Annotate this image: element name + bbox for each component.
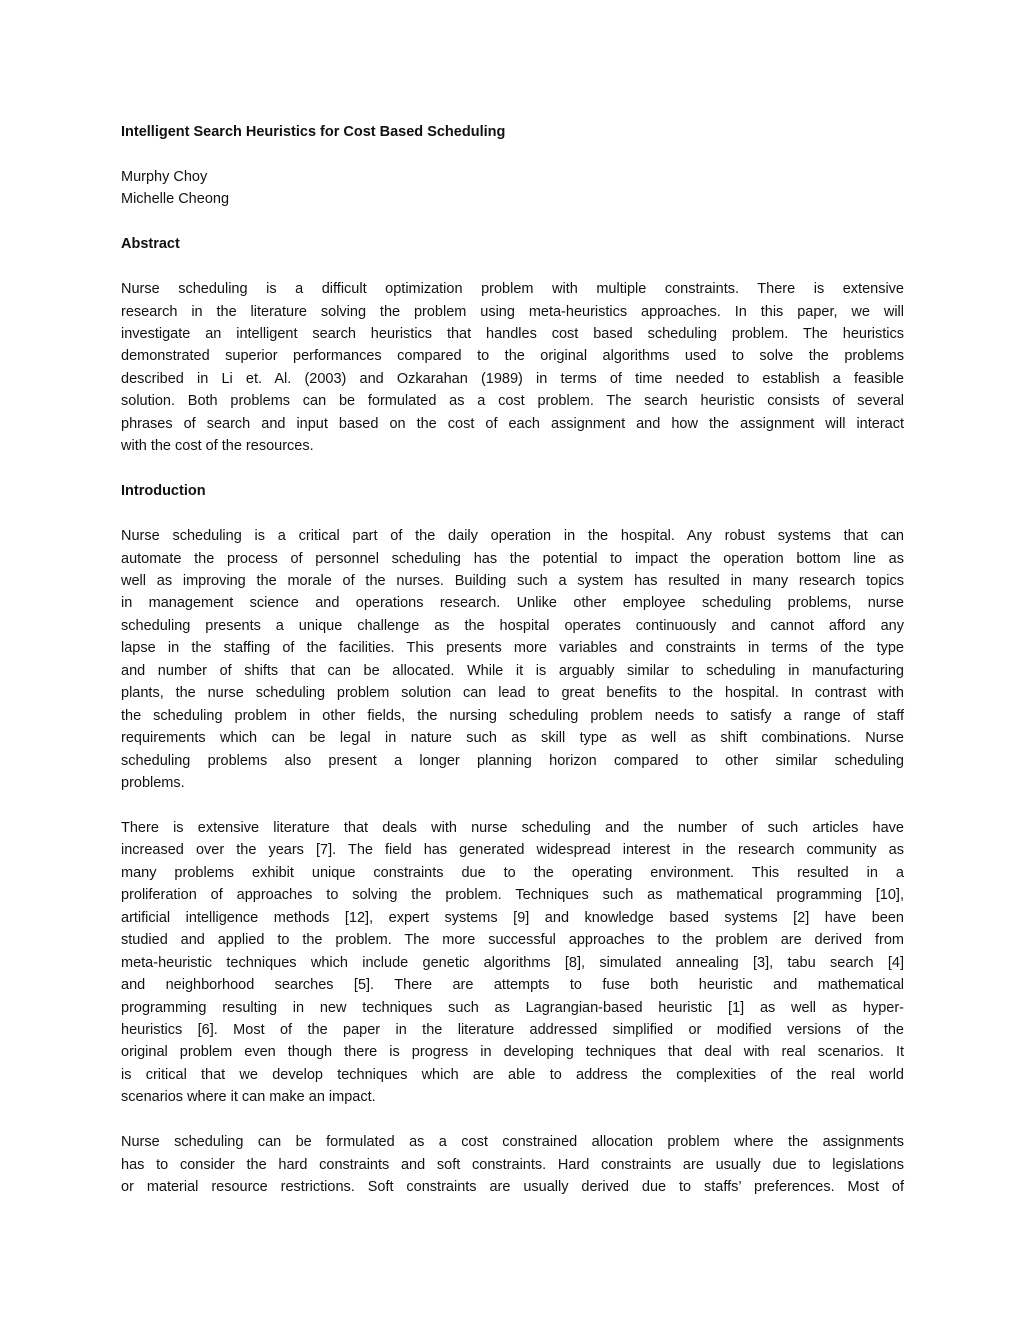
text-line: research in the literature solving the problem using meta-heuristics approaches. In this paper, we will [121,303,904,320]
text-line: Nurse scheduling is a difficult optimization problem with multiple constraints. There is extensive [121,281,904,298]
text-line: studied and applied to the problem. The more successful approaches to the problem are derived from [121,932,904,949]
text-line: artificial intelligence methods [12], expert systems [9] and knowledge based systems [2] have been [121,909,904,926]
text-line: problems. [121,775,185,792]
text-line: original problem even though there is progress in developing techniques that deal with real scenarios. It [121,1044,904,1061]
text-line: Nurse scheduling is a critical part of the daily operation in the hospital. Any robust systems that can [121,528,904,545]
text-line: with the cost of the resources. [121,438,314,455]
text-line: plants, the nurse scheduling problem solution can lead to great benefits to the hospital. In contrast with [121,685,904,702]
introduction-heading: Introduction [121,483,206,500]
abstract-heading: Abstract [121,236,180,253]
text-line: proliferation of approaches to solving the problem. Techniques such as mathematical programming [10], [121,887,904,904]
text-line: solution. Both problems can be formulated as a cost problem. The search heuristic consists of several [121,393,904,410]
text-line: is critical that we develop techniques which are able to address the complexities of the real world [121,1066,904,1083]
text-line: requirements which can be legal in nature such as skill type as well as shift combinations. Nurse [121,730,904,747]
text-line: has to consider the hard constraints and soft constraints. Hard constraints are usually due to legislations [121,1156,904,1173]
body-paragraph [121,525,904,794]
text-line: in management science and operations research. Unlike other employee scheduling problems, nurse [121,595,904,612]
text-line: There is extensive literature that deals with nurse scheduling and the number of such articles have [121,819,904,836]
text-line: and neighborhood searches [5]. There are attempts to fuse both heuristic and mathematical [121,977,904,994]
paper-title: Intelligent Search Heuristics for Cost Based Scheduling [121,124,506,140]
text-line: and number of shifts that can be allocated. While it is arguably similar to scheduling in manufacturing [121,662,904,679]
text-line: heuristics [6]. Most of the paper in the literature addressed simplified or modified versions of the [121,1022,904,1039]
text-line: the scheduling problem in other fields, the nursing scheduling problem needs to satisfy a range of staff [121,707,904,724]
text-line: demonstrated superior performances compared to the original algorithms used to solve the problems [121,348,904,365]
author-name: Michelle Cheong [121,191,230,208]
text-line: meta-heuristic techniques which include genetic algorithms [8], simulated annealing [3], tabu search [4] [121,954,904,971]
text-line: scheduling problems also present a longer planning horizon compared to other similar scheduling [121,752,904,769]
text-line: programming resulting in new techniques such as Lagrangian-based heuristic [1] as well as hyper- [121,999,904,1016]
author-name: Murphy Choy [121,168,208,185]
text-line: increased over the years [7]. The field has generated widespread interest in the research community as [121,842,904,859]
text-line: Nurse scheduling can be formulated as a cost constrained allocation problem where the assignments [121,1134,904,1151]
text-line: well as improving the morale of the nurses. Building such a system has resulted in many research topics [121,572,904,589]
text-line: phrases of search and input based on the cost of each assignment and how the assignment will interact [121,415,904,432]
document-page [121,121,904,1199]
text-line: automate the process of personnel scheduling has the potential to impact the operation bottom line as [121,550,904,567]
text-line: or material resource restrictions. Soft constraints are usually derived due to staffs’ preferences. Most of [121,1179,904,1196]
body-paragraph [121,1131,904,1198]
body-paragraph [121,817,904,1109]
text-line: described in Li et. Al. (2003) and Ozkarahan (1989) in terms of time needed to establish a feasible [121,370,904,387]
abstract-paragraph [121,278,904,458]
text-line: scenarios where it can make an impact. [121,1089,376,1106]
text-line: scheduling presents a unique challenge as the hospital operates continuously and cannot afford any [121,617,904,634]
text-line: investigate an intelligent search heuristics that handles cost based scheduling problem. The heuristics [121,326,904,343]
text-line: many problems exhibit unique constraints due to the operating environment. This resulted in a [121,864,904,881]
text-line: lapse in the staffing of the facilities. This presents more variables and constraints in terms of the type [121,640,904,657]
